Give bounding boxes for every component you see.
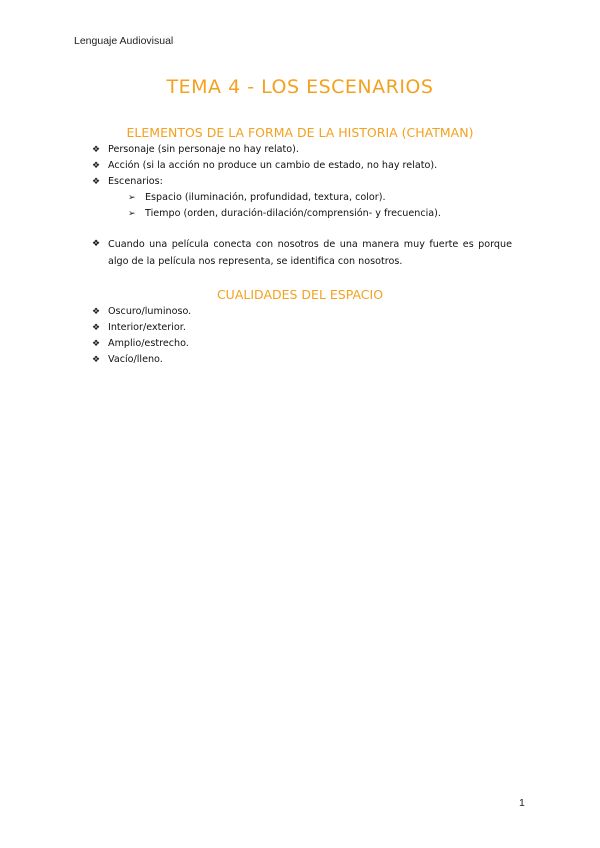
diamond-bullet-icon: ❖ xyxy=(92,355,101,365)
diamond-bullet-icon: ❖ xyxy=(92,177,101,187)
scenarios-sublist xyxy=(128,190,441,222)
page-header: Lenguaje Audiovisual xyxy=(74,35,174,47)
film-connection-paragraph: ❖ Cuando una película conecta con nosotros de una manera muy fuerte es porque algo de la película nos representa, se identifica con nosotros. xyxy=(92,236,512,270)
diamond-bullet-icon: ❖ xyxy=(92,239,101,249)
section-title-elementos: ELEMENTOS DE LA FORMA DE LA HISTORIA (CHATMAN) xyxy=(126,125,474,140)
list-item: ❖ Oscuro/luminoso. xyxy=(92,304,191,320)
diamond-bullet-icon: ❖ xyxy=(92,323,101,333)
arrowhead-bullet-icon: ➢ xyxy=(128,209,136,219)
diamond-bullet-icon: ❖ xyxy=(92,339,101,349)
list-item: ❖ Interior/exterior. xyxy=(92,320,191,336)
diamond-bullet-icon: ❖ xyxy=(92,161,101,171)
list-item: ❖ Amplio/estrecho. xyxy=(92,336,191,352)
sublist-item: ➢ Espacio (iluminación, profundidad, textura, color). xyxy=(128,190,441,206)
list-item: ❖ Personaje (sin personaje no hay relato). xyxy=(92,142,437,158)
document-title: TEMA 4 - LOS ESCENARIOS xyxy=(166,76,434,98)
section-title-cualidades: CUALIDADES DEL ESPACIO xyxy=(216,287,384,302)
sublist-item: ➢ Tiempo (orden, duración-dilación/comprensión- y frecuencia). xyxy=(128,206,441,222)
arrowhead-bullet-icon: ➢ xyxy=(128,193,136,203)
diamond-bullet-icon: ❖ xyxy=(92,307,101,317)
page-number: 1 xyxy=(519,797,525,809)
qualities-list xyxy=(92,304,191,368)
elements-list xyxy=(92,142,437,190)
diamond-bullet-icon: ❖ xyxy=(92,145,101,155)
list-item: ❖ Acción (si la acción no produce un cambio de estado, no hay relato). xyxy=(92,158,437,174)
list-item: ❖ Escenarios: xyxy=(92,174,437,190)
list-item: ❖ Vacío/lleno. xyxy=(92,352,191,368)
